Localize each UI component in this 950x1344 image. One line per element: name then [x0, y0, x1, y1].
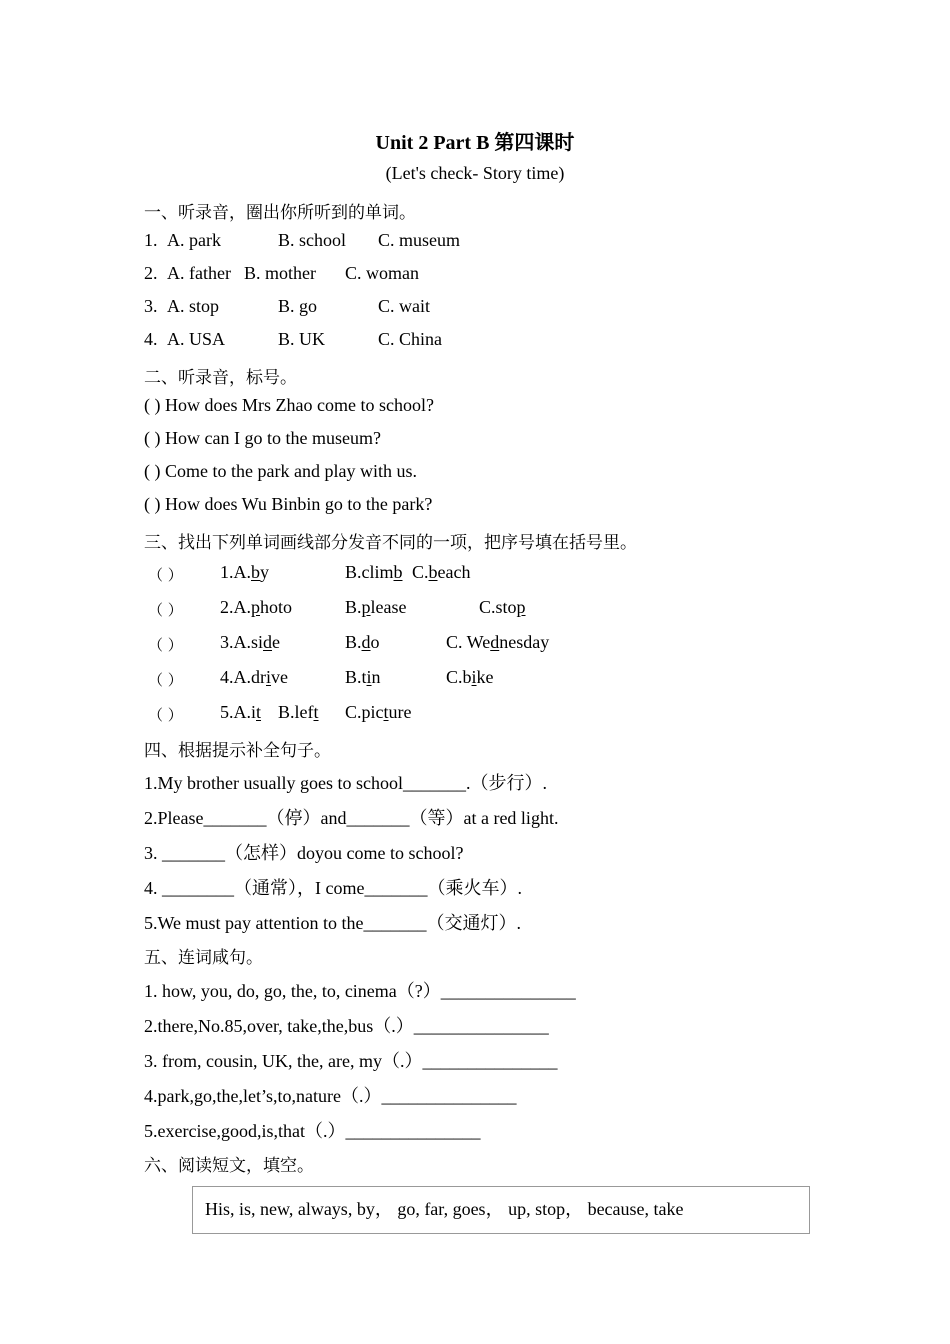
section1-heading: 一、听录音，圈出你所听到的单词。 [144, 203, 416, 223]
row-number: 3. [144, 296, 158, 316]
option-a: A. father [167, 263, 231, 283]
option-a: 1.A.by [220, 562, 269, 582]
option-c: C. wait [378, 296, 430, 316]
answer-bracket: （ ） [148, 566, 183, 584]
underlined-letter: t [383, 702, 389, 722]
underlined-letter: i [266, 667, 272, 687]
list-item: 4.park,go,the,let’s,to,nature（.）_______________ [144, 1086, 517, 1106]
option-c: C. museum [378, 230, 461, 250]
list-item: ( ) How can I go to the museum? [144, 428, 381, 448]
list-item: 1. how, you, do, go, the, to, cinema（?）_______________ [144, 981, 576, 1001]
option-a: 2.A.photo [220, 597, 293, 617]
list-item: 4. ________（通常），I come_______（乘火车）. [144, 878, 522, 898]
answer-bracket: （ ） [148, 636, 183, 654]
option-b: B.climb [345, 562, 403, 582]
list-item: 3. _______（怎样）doyou come to school? [144, 843, 464, 863]
list-item: 2.Please_______（停）and_______（等）at a red light. [144, 808, 559, 828]
row-number: 1. [144, 230, 158, 250]
option-c: C.stop [479, 597, 526, 617]
option-a: A. USA [167, 329, 226, 349]
option-b: B.do [345, 632, 380, 652]
page-subtitle: (Let's check- Story time) [385, 163, 565, 183]
underlined-letter: b [393, 562, 403, 582]
option-a: 4.A.drive [220, 667, 289, 687]
list-item: 3. from, cousin, UK, the, are, my（.）_______________ [144, 1051, 558, 1071]
option-c: C.bike [446, 667, 494, 687]
list-item: ( ) How does Mrs Zhao come to school? [144, 395, 434, 415]
list-item: 5.exercise,good,is,that（.）_______________ [144, 1121, 481, 1141]
row-number: 4. [144, 329, 158, 349]
option-b: B. mother [244, 263, 316, 283]
underlined-letter: b [428, 562, 438, 582]
underlined-letter: d [361, 632, 371, 652]
section5-heading: 五、连词咸句。 [144, 948, 263, 968]
section2-heading: 二、听录音，标号。 [144, 368, 297, 388]
underlined-letter: i [471, 667, 477, 687]
section4-heading: 四、根据提示补全句子。 [144, 741, 331, 761]
underlined-letter: p [516, 597, 526, 617]
option-a: A. park [167, 230, 221, 250]
section6-heading: 六、阅读短文，填空。 [144, 1156, 314, 1176]
option-c: C.picture [345, 702, 412, 722]
answer-bracket: （ ） [148, 671, 183, 689]
option-a: A. stop [167, 296, 220, 316]
list-item: 2.there,No.85,over, take,the,bus（.）_______________ [144, 1016, 549, 1036]
option-c: C.beach [412, 562, 471, 582]
option-b: B.please [345, 597, 407, 617]
option-a: 5.A.it [220, 702, 262, 722]
list-item: 1.My brother usually goes to school_______.（步行）. [144, 773, 547, 793]
option-c: C. Wednesday [446, 632, 550, 652]
list-item: ( ) How does Wu Binbin go to the park? [144, 494, 433, 514]
underlined-letter: t [313, 702, 319, 722]
underlined-letter: p [361, 597, 371, 617]
option-b: B.left [278, 702, 319, 722]
option-b: B. UK [278, 329, 326, 349]
option-a: 3.A.side [220, 632, 281, 652]
underlined-letter: t [256, 702, 262, 722]
word-bank-box [192, 1186, 810, 1234]
list-item: ( ) Come to the park and play with us. [144, 461, 417, 481]
section3-heading: 三、找出下列单词画线部分发音不同的一项，把序号填在括号里。 [144, 533, 637, 553]
row-number: 2. [144, 263, 158, 283]
underlined-letter: p [251, 597, 260, 617]
underlined-letter: d [490, 632, 500, 652]
option-b: B. school [278, 230, 347, 250]
underlined-letter: b [251, 562, 260, 582]
answer-bracket: （ ） [148, 706, 183, 724]
option-b: B.tin [345, 667, 381, 687]
answer-bracket: （ ） [148, 601, 183, 619]
option-c: C. woman [345, 263, 419, 283]
option-b: B. go [278, 296, 318, 316]
word-bank: His, is, new, always, by， go, far, goes， up, stop， because, take [205, 1199, 684, 1219]
underlined-letter: d [263, 632, 273, 652]
option-c: C. China [378, 329, 443, 349]
list-item: 5.We must pay attention to the_______（交通灯）. [144, 913, 522, 933]
page-title: Unit 2 Part B 第四课时 [375, 132, 575, 154]
underlined-letter: i [366, 667, 372, 687]
